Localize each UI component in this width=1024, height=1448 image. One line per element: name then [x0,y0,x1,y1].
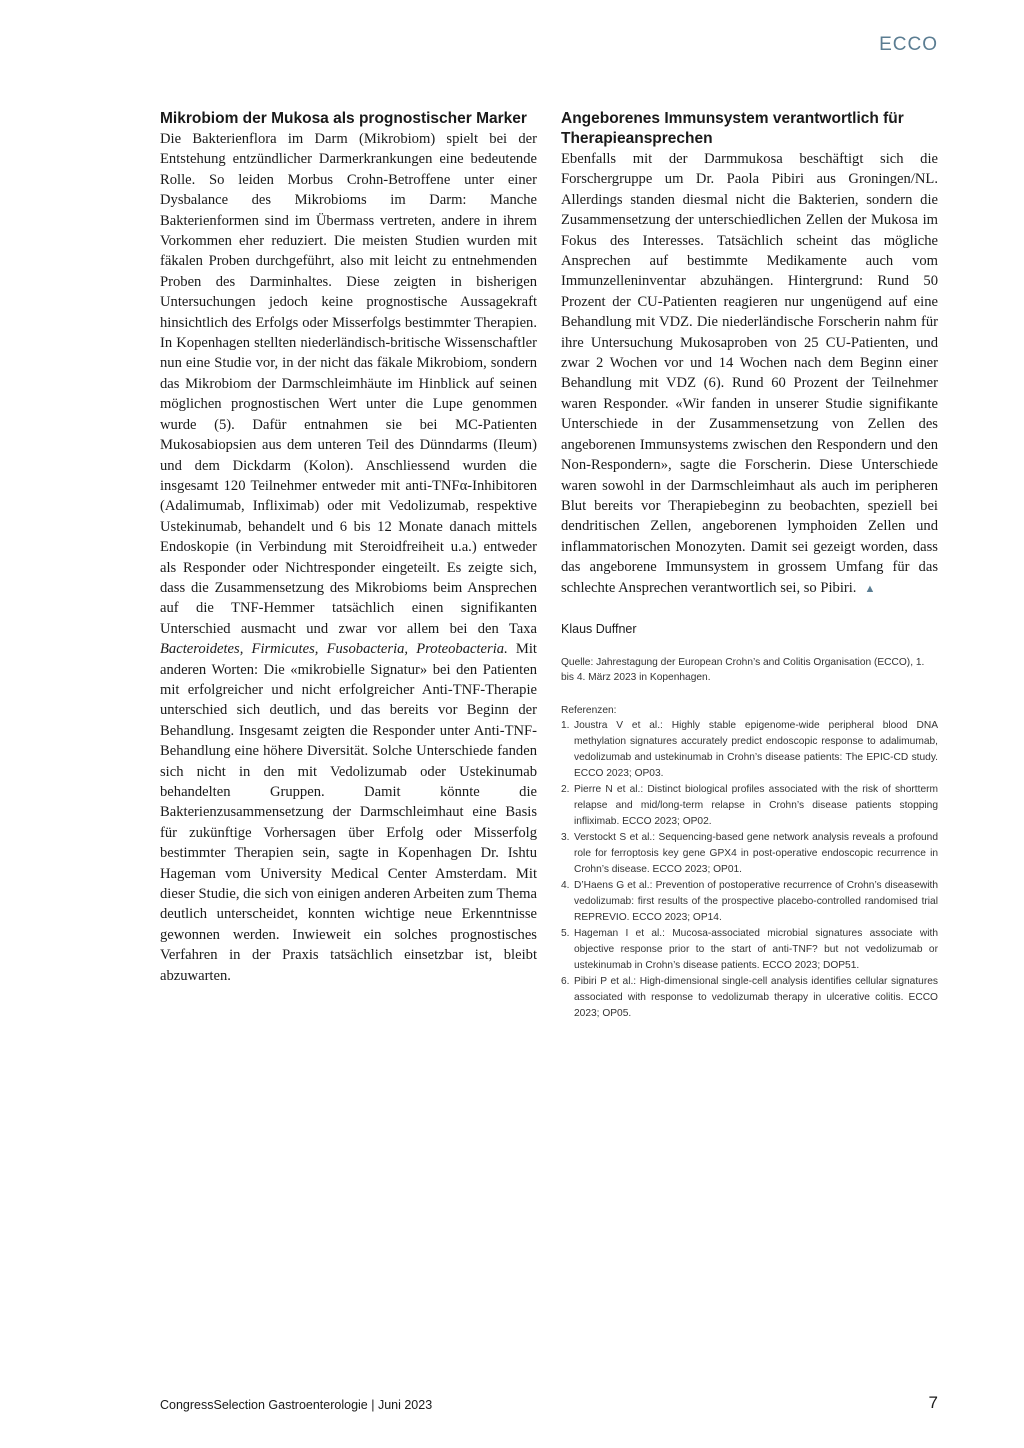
reference-text: D’Haens G et al.: Prevention of postoperative recurrence of Crohn’s diseasewith vedolizumab: first results of the prospective placebo-controlled randomised trial REPREVIO. ECCO 2023; OP14. [574,879,938,923]
reference-item [561,718,938,782]
author-name: Klaus Duffner [561,621,637,636]
section-label: ECCO [879,34,938,55]
reference-item [561,974,938,1022]
right-body-text [561,149,938,599]
left-heading: Mikrobiom der Mukosa als prognostischer Marker [160,110,527,127]
right-heading: Angeborenes Immunsystem verantwortlich für Therapieansprechen [561,110,904,147]
reference-number: 2. [561,783,570,795]
left-column [160,109,537,986]
page-number: 7 [928,1393,938,1412]
reference-number: 4. [561,879,570,891]
references-list [561,718,938,1022]
reference-item [561,782,938,830]
reference-item [561,830,938,878]
reference-text: Pibiri P et al.: High-dimensional single-cell analysis identifies cellular signatures associated with response to vedolizumab therapy in ulcerative colitis. ECCO 2023; OP05. [574,975,938,1019]
publication-footer: CongressSelection Gastroenterologie | Juni 2023 [160,1398,433,1412]
left-body-part1: Die Bakterienflora im Darm (Mikrobiom) spielt bei der Entstehung entzündlicher Darmerkrankungen eine bedeutende Rolle. So leiden Morbus Crohn-Betroffene unter einer Dysbalance des Mikrobioms im Darm: Manche Bakterienformen sind im Übermass vertreten, andere in ihrem Vorkommen eher reduziert. Die meisten Studien wurden mit fäkalen Proben durchgeführt, also mit leicht zu entnehmenden Proben des Darminhaltes. Diese zeigten in bisherigen Untersuchungen jedoch keine prognostische Aussagekraft hinsichtlich des Erfolgs oder Misserfolgs bestimmter Therapien. In Kopenhagen stellten niederländisch-britische Wissenschaftler nun eine Studie vor, in der nicht das fäkale Mikrobiom, sondern das Mikrobiom der Darmschleimhäute im Hinblick auf seinen möglichen prognostischen Wert unter die Lupe genommen wurde (5). Dafür entnahmen sie bei MC-Patienten Mukosabiopsien aus dem unteren Teil des Dünndarms (Ileum) und dem Dickdarm (Kolon). Anschliessend wurden die insgesamt 120 Teilnehmer entweder mit anti-TNFα-Inhibitoren (Adalimumab, Infliximab) oder mit Vedolizumab, respektive Ustekinumab, behandelt und 6 bis 12 Monate danach mittels Endoskopie (in Verbindung mit Steroidfreiheit u.a.) entweder als Responder oder Nichtresponder eingeteilt. Es zeigte sich, dass die Zusammensetzung des Mikrobioms beim Ansprechen auf die TNF-Hemmer tatsächlich einen signifikanten Unterschied ausmacht und zwar vor allem bei den Taxa [160,131,537,637]
reference-number: 6. [561,975,570,987]
reference-text: Pierre N et al.: Distinct biological profiles associated with the risk of shortterm relapse and mid/long-term relapse in Crohn’s disease patients stopping infliximab. ECCO 2023; OP02. [574,783,938,827]
reference-item [561,926,938,974]
reference-text: Joustra V et al.: Highly stable epigenome-wide peripheral blood DNA methylation signatures accurately predict endoscopic response to adalimumab, vedolizumab and ustekinumab in Crohn’s disease patients: The EPIC-CD study. ECCO 2023; OP03. [574,719,938,779]
source-note: Quelle: Jahrestagung der European Crohn’s and Colitis Organisation (ECCO), 1. bis 4. März 2023 in Kopenhagen. [561,656,925,683]
left-body-part2: Mit anderen Worten: Die «mikrobielle Signatur» bei den Patienten mit erfolgreicher und nicht erfolgreicher Anti-TNF-Therapie unterschied sich deutlich, und das bereits vor Beginn der Behandlung. Insgesamt zeigten die Responder unter Anti-TNF-Behandlung eine höhere Diversität. Solche Unterschiede fanden sich nicht in den mit Vedolizumab oder Ustekinumab behandelten Gruppen. Damit könnte die Bakterienzusammensetzung der Darmschleimhaut eine Basis für zukünftige Vorhersagen über Erfolg oder Misserfolg bestimmter Therapien sein, sagte in Kopenhagen Dr. Ishtu Hageman vom University Medical Center Amsterdam. Mit dieser Studie, die sich von einigen anderen Arbeiten zum Thema deutlich unterscheidet, konnten wichtige neue Erkenntnisse gewonnen werden. Inwieweit ein solches prognostisches Verfahren in der Praxis tatsächlich einsetzbar ist, bleibt abzuwarten. [160,641,537,984]
taxa-names: Bacteroidetes, Firmicutes, Fusobacteria, Proteobacteria. [160,641,508,658]
reference-item [561,878,938,926]
right-body-paragraph: Ebenfalls mit der Darmmukosa beschäftigt sich die Forschergruppe um Dr. Paola Pibiri aus Groningen/NL. Allerdings standen diesmal nicht die Bakterien, sondern die Zusammensetzung der unterschiedlichen Zellen der Mukosa im Fokus des Interesses. Tatsächlich scheint das mögliche Ansprechen auf bestimmte Medikamente auch vom Immunzelleninventar abzuhängen. Hintergrund: Rund 50 Prozent der CU-Patienten reagieren nur ungenügend auf eine Behandlung mit VDZ. Die niederländische Forscherin nahm für ihre Untersuchung Mukosaproben von 25 CU-Patienten, und zwar 2 Wochen vor und 14 Wochen nach dem Beginn einer Behandlung mit VDZ (6). Rund 60 Prozent der Teilnehmer waren Responder. «Wir fanden in unserer Studie signifikante Unterschiede in der Zusammensetzung von Zellen des angeborenen Immunsystems zwischen den Respondern und den Non-Respondern», sagte die Forscherin. Diese Unterschiede waren sowohl in der Darmschleimhaut als auch im peripheren Blut bereits vor Therapiebeginn zu beobachten, speziell bei dendritischen Zellen, angeborenen lymphoiden Zellen und inflammatorischen Monozyten. Damit sei gezeigt worden, dass das angeborene Immunsystem in grossem Umfang für das schlechte Ansprechen verantwortlich sei, so Pibiri. [561,151,938,596]
reference-number: 1. [561,719,570,731]
left-body-text [160,129,537,986]
right-column [561,109,938,1022]
reference-text: Hageman I et al.: Mucosa-associated microbial signatures associate with objective response prior to the start of anti-TNF? but not vedolizumab or ustekinumab in Crohn’s disease patients. ECCO 2023; DOP51. [574,927,938,971]
reference-number: 5. [561,927,570,939]
reference-number: 3. [561,831,570,843]
end-triangle-icon: ▲ [864,582,876,595]
references-title: Referenzen: [561,704,617,716]
reference-text: Verstockt S et al.: Sequencing-based gene network analysis reveals a profound role for ferroptosis key gene GPX4 in post-operative endoscopic recurrence in Crohn’s disease. ECCO 2023; OP01. [574,831,938,875]
